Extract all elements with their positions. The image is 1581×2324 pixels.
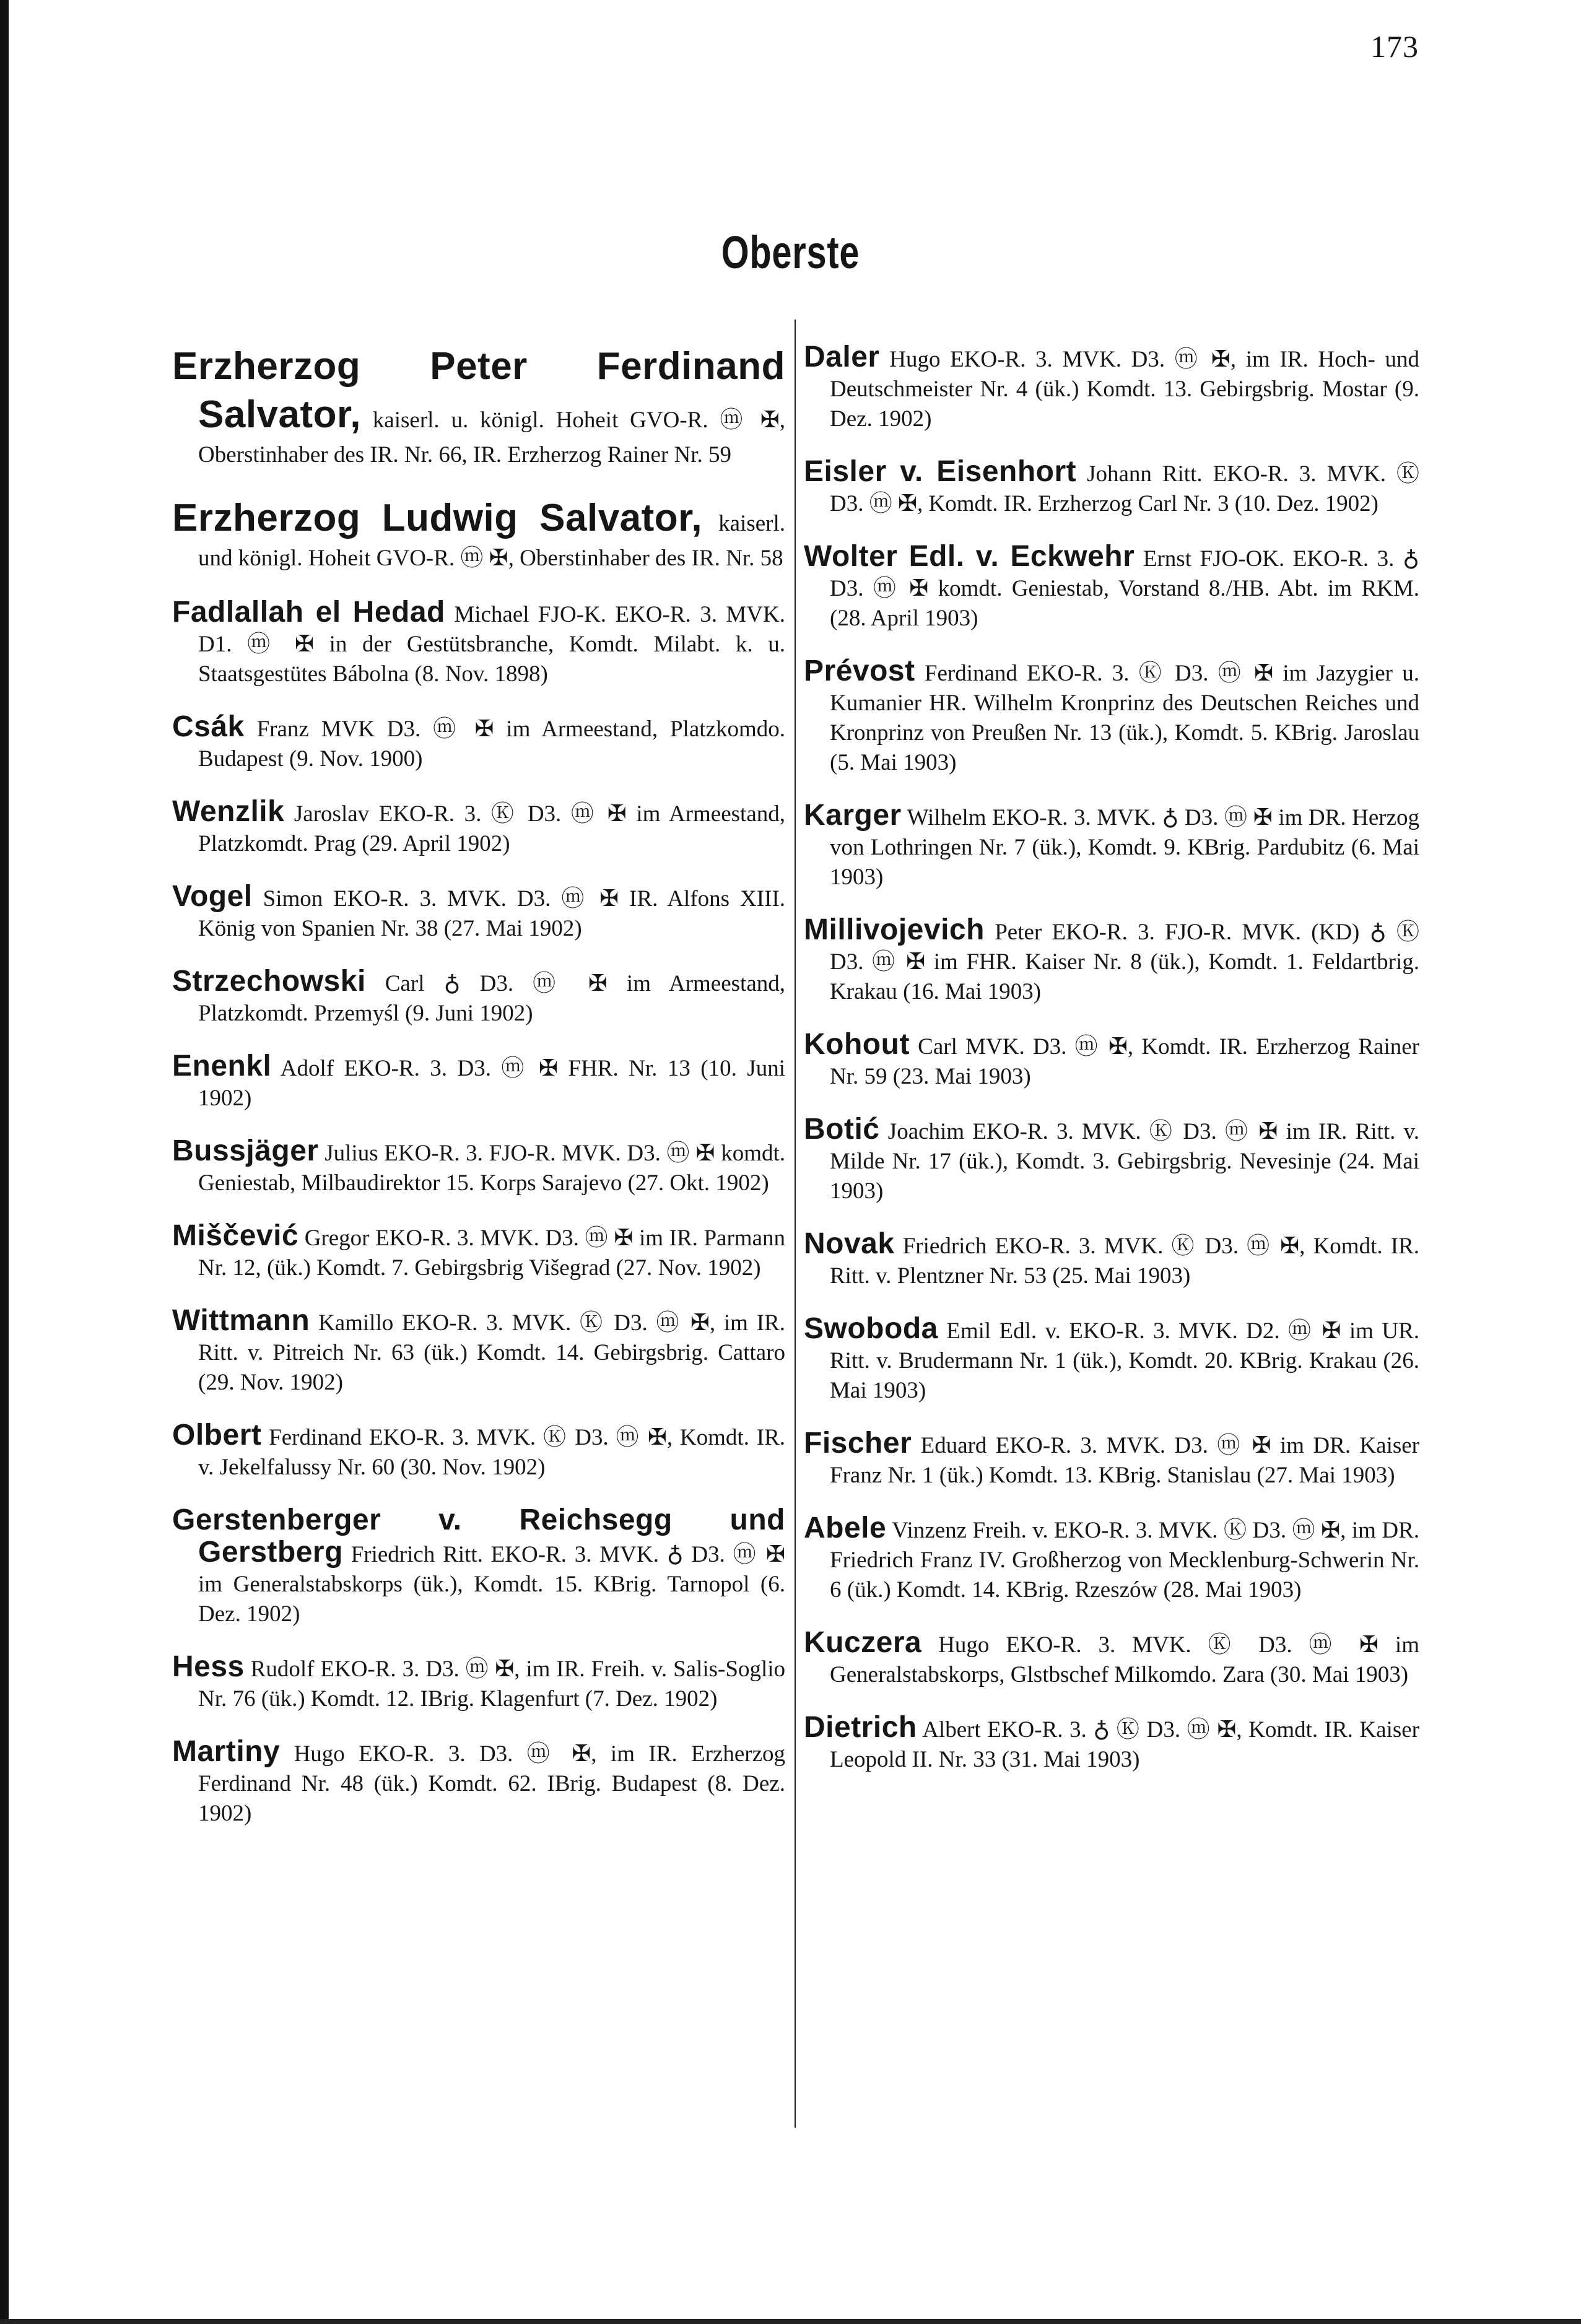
entry (172, 1051, 785, 1113)
entry-text: kaiserl. u. königl. Hoheit GVO-R. ⓜ ✠, Oberstinhaber des IR. Nr. 66, IR. Erzherzog Rainer Nr. 59 (198, 407, 785, 468)
entry-text: Eduard EKO-R. 3. MVK. D3. ⓜ ✠ im DR. Kaiser Franz Nr. 1 (ük.) Komdt. 13. KBrig. Stanislau (27. Mai 1903) (830, 1433, 1419, 1488)
entry-name: Olbert (172, 1419, 262, 1451)
entry-text: Gregor EKO-R. 3. MVK. D3. ⓜ ✠ im IR. Parmann Nr. 12, (ük.) Komdt. 7. Gebirgsbrig Višegrad (27. Nov. 1902) (198, 1225, 785, 1281)
entry-name: Wittmann (172, 1304, 310, 1337)
entry-name: Novak (804, 1227, 895, 1260)
entry-name: Abele (804, 1512, 887, 1544)
entry-name: Erzherzog Ludwig Salvator, (172, 497, 703, 539)
entry (804, 1030, 1419, 1092)
entry (172, 967, 785, 1029)
entry-text: Emil Edl. v. EKO-R. 3. MVK. D2. ⓜ ✠ im UR. Ritt. v. Brudermann Nr. 1 (ük.), Komdt. 20. KBrig. Krakau (26. Mai 1903) (830, 1318, 1419, 1403)
page-number: 173 (1370, 29, 1419, 64)
entry (172, 598, 785, 689)
entry (172, 1221, 785, 1283)
entry (172, 712, 785, 774)
entry (804, 342, 1419, 434)
entry (804, 457, 1419, 519)
entry (172, 494, 785, 575)
entry-name: Kuczera (804, 1626, 922, 1659)
entry (804, 1229, 1419, 1291)
entry-name: Gerstenberger v. Reichsegg und Gerstberg (172, 1504, 785, 1569)
left-column (172, 320, 785, 1840)
entry-text: Joachim EKO-R. 3. MVK. Ⓚ D3. ⓜ ✠ im IR. Ritt. v. Milde Nr. 17 (ük.), Komdt. 3. Gebirgsbrig. Nevesinje (24. Mai 1903) (830, 1119, 1419, 1204)
entry-text: Carl ♁ D3. ⓜ ✠ im Armeestand, Platzkomdt. Przemyśl (9. Juni 1902) (198, 971, 785, 1026)
entry-text: Peter EKO-R. 3. FJO-R. MVK. (KD) ♁ Ⓚ D3. ⓜ ✠ im FHR. Kaiser Nr. 8 (ük.), Komdt. 1. Feldartbrig. Krakau (16. Mai 1903) (830, 920, 1419, 1004)
entry-name: Millivojevich (804, 913, 985, 946)
entry (804, 1628, 1419, 1690)
entry-text: Albert EKO-R. 3. ♁ Ⓚ D3. ⓜ ✠, Komdt. IR. Kaiser Leopold II. Nr. 33 (31. Mai 1903) (830, 1717, 1419, 1772)
entry-name: Martiny (172, 1735, 281, 1768)
entry-text: Friedrich Ritt. EKO-R. 3. MVK. ♁ D3. ⓜ ✠ im Generalstabskorps (ük.), Komdt. 15. KBrig. Tarnopol (6. Dez. 1902) (198, 1542, 785, 1627)
entry-text: Johann Ritt. EKO-R. 3. MVK. Ⓚ D3. ⓜ ✠, Komdt. IR. Erzherzog Carl Nr. 3 (10. Dez. 1902) (830, 461, 1419, 516)
entry (804, 1513, 1419, 1605)
entry-name: Eisler v. Eisenhort (804, 455, 1077, 488)
entry-name: Erzherzog Peter Ferdinand Salvator, (172, 345, 785, 436)
entry-name: Wenzlik (172, 795, 285, 828)
entry-text: Franz MVK D3. ⓜ ✠ im Armeestand, Platzkomdo. Budapest (9. Nov. 1900) (198, 716, 785, 772)
entry (804, 656, 1419, 778)
entry (804, 542, 1419, 633)
entry-text: Hugo EKO-R. 3. MVK. Ⓚ D3. ⓜ ✠ im Generalstabskorps, Glstbschef Milkomdo. Zara (30. Mai 1903) (830, 1632, 1419, 1687)
entry-text: Adolf EKO-R. 3. D3. ⓜ ✠ FHR. Nr. 13 (10. Juni 1902) (198, 1056, 785, 1111)
entry-name: Enenkl (172, 1050, 272, 1082)
entry-name: Csák (172, 710, 245, 743)
entry-text: Kamillo EKO-R. 3. MVK. Ⓚ D3. ⓜ ✠, im IR. Ritt. v. Pitreich Nr. 63 (ük.) Komdt. 14. Gebirgsbrig. Cattaro (29. Nov. 1902) (198, 1310, 785, 1395)
scan-border-bottom (0, 2319, 1581, 2324)
scan-border-left (0, 0, 9, 2324)
entry-name: Hess (172, 1650, 245, 1683)
entry-text: Ferdinand EKO-R. 3. MVK. Ⓚ D3. ⓜ ✠, Komdt. IR. v. Jekelfalussy Nr. 60 (30. Nov. 1902) (198, 1425, 785, 1480)
entry-name: Wolter Edl. v. Eckwehr (804, 540, 1135, 573)
entry-text: Wilhelm EKO-R. 3. MVK. ♁ D3. ⓜ ✠ im DR. Herzog von Lothringen Nr. 7 (ük.), Komdt. 9. KBrig. Pardubitz (6. Mai 1903) (830, 805, 1419, 890)
entry (172, 1421, 785, 1482)
entry-text: Hugo EKO-R. 3. MVK. D3. ⓜ ✠, im IR. Hoch- und Deutschmeister Nr. 4 (ük.) Komdt. 13. Gebirgsbrig. Mostar (9. Dez. 1902) (830, 347, 1419, 432)
entry (172, 1136, 785, 1198)
entry-text: Friedrich EKO-R. 3. MVK. Ⓚ D3. ⓜ ✠, Komdt. IR. Ritt. v. Plentzner Nr. 53 (25. Mai 1903) (830, 1234, 1419, 1289)
entry-text: Vinzenz Freih. v. EKO-R. 3. MVK. Ⓚ D3. ⓜ ✠, im DR. Friedrich Franz IV. Großherzog von Mecklenburg-Schwerin Nr. 6 (ük.) Komdt. 14. KBrig. Rzeszów (28. Mai 1903) (830, 1518, 1419, 1603)
entry-text: Simon EKO-R. 3. MVK. D3. ⓜ ✠ IR. Alfons XIII. König von Spanien Nr. 38 (27. Mai 1902) (198, 886, 785, 941)
entry-name: Fadlallah el Hedad (172, 596, 445, 629)
entry-text: Julius EKO-R. 3. FJO-R. MVK. D3. ⓜ ✠ komdt. Geniestab, Milbaudirektor 15. Korps Sarajevo (27. Okt. 1902) (198, 1141, 785, 1196)
entry (804, 801, 1419, 892)
entry-name: Daler (804, 341, 880, 373)
entry-name: Fischer (804, 1427, 912, 1460)
entry (804, 1314, 1419, 1406)
entry-name: Swoboda (804, 1312, 938, 1345)
entry-text: Michael FJO-K. EKO-R. 3. MVK. D1. ⓜ ✠ in der Gestütsbranche, Komdt. Milabt. k. u. Staatsgestütes Bábolna (8. Nov. 1898) (198, 602, 785, 687)
entry-text: Ernst FJO-OK. EKO-R. 3. ♁ D3. ⓜ ✠ komdt. Geniestab, Vorstand 8./HB. Abt. im RKM. (28. April 1903) (830, 546, 1420, 631)
entry (172, 797, 785, 859)
entry-text: Carl MVK. D3. ⓜ ✠, Komdt. IR. Erzherzog Rainer Nr. 59 (23. Mai 1903) (830, 1034, 1419, 1089)
entry (804, 1429, 1419, 1491)
entry (172, 882, 785, 944)
entry-name: Prévost (804, 655, 915, 687)
right-column (804, 320, 1419, 1786)
entry-name: Karger (804, 799, 902, 832)
column-divider (795, 320, 796, 2128)
entry-text: Rudolf EKO-R. 3. D3. ⓜ ✠, im IR. Freih. v. Salis-Soglio Nr. 76 (ük.) Komdt. 12. IBrig. Klagenfurt (7. Dez. 1902) (198, 1656, 785, 1712)
entry (804, 915, 1419, 1007)
entry-text: kaiserl. und königl. Hoheit GVO-R. ⓜ ✠, Oberstinhaber des IR. Nr. 58 (198, 511, 785, 571)
entry-name: Kohout (804, 1028, 910, 1061)
entry (172, 1306, 785, 1398)
entry-text: Hugo EKO-R. 3. D3. ⓜ ✠, im IR. Erzherzog Ferdinand Nr. 48 (ük.) Komdt. 62. IBrig. Budapest (8. Dez. 1902) (198, 1741, 785, 1826)
entry-name: Botić (804, 1113, 880, 1146)
entry-text: Ferdinand EKO-R. 3. Ⓚ D3. ⓜ ✠ im Jazygier u. Kumanier HR. Wilhelm Kronprinz des Deutschen Reiches und Kronprinz von Preußen Nr. 13 (ük.), Komdt. 5. KBrig. Jaroslau (5. Mai 1903) (830, 661, 1419, 775)
entry (172, 1505, 785, 1629)
entry-name: Miščević (172, 1219, 299, 1252)
entry (172, 342, 785, 471)
entry-name: Strzechowski (172, 965, 366, 998)
entry (804, 1115, 1419, 1206)
entry-name: Bussjäger (172, 1134, 319, 1167)
entry (804, 1713, 1419, 1775)
section-title: Oberste (721, 227, 860, 278)
entry (172, 1737, 785, 1829)
entry-text: Jaroslav EKO-R. 3. Ⓚ D3. ⓜ ✠ im Armeestand, Platzkomdt. Prag (29. April 1902) (198, 801, 785, 856)
entry-name: Vogel (172, 880, 253, 913)
entry-name: Dietrich (804, 1711, 917, 1744)
entry (172, 1652, 785, 1714)
